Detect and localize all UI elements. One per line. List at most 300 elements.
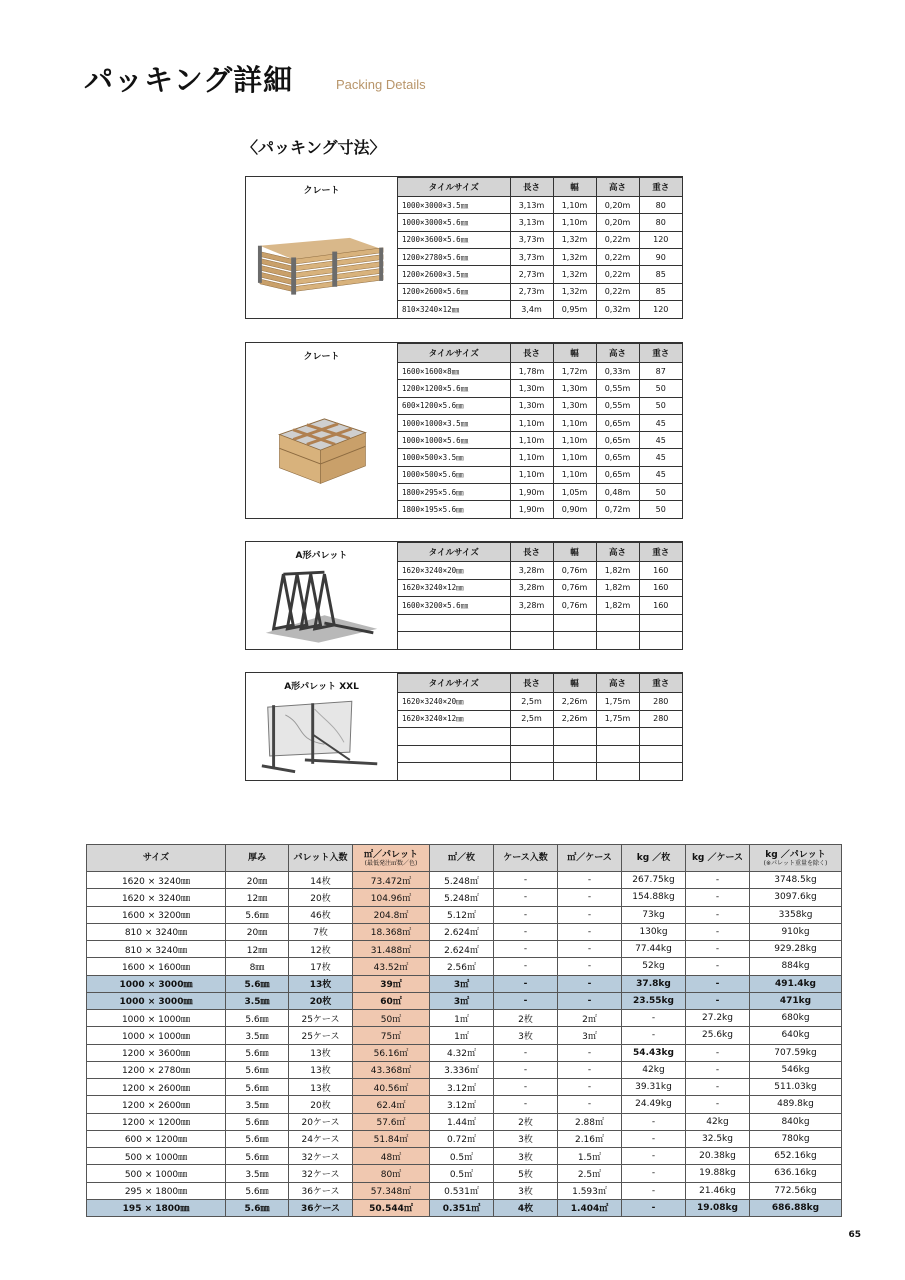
table-cell: -: [686, 923, 750, 940]
table-cell: 20枚: [289, 1096, 353, 1113]
table-cell: -: [558, 958, 622, 975]
table-cell: 1,05m: [553, 483, 596, 500]
table-cell: -: [622, 1199, 686, 1216]
table-cell: 1,10m: [553, 466, 596, 483]
table-cell: 5.12㎡: [430, 906, 494, 923]
table-cell: 1,32m: [553, 249, 596, 266]
table-cell: 0,48m: [596, 483, 639, 500]
table-cell: [639, 763, 682, 780]
table-row: [398, 231, 682, 248]
table-cell: [398, 763, 510, 780]
table-row: [398, 710, 682, 727]
table-cell: 57.348㎡: [353, 1182, 430, 1199]
table-cell: 20枚: [289, 889, 353, 906]
table-cell: [510, 745, 553, 762]
table-cell: 3枚: [494, 1148, 558, 1165]
table-cell: 1000×500×5.6㎜: [398, 466, 510, 483]
table-cell: 1.593㎡: [558, 1182, 622, 1199]
table-cell: 3枚: [494, 1182, 558, 1199]
packing-header-cell: 幅: [553, 178, 596, 197]
table-cell: 51.84㎡: [353, 1130, 430, 1147]
table-row: [87, 1061, 842, 1078]
table-cell: 810 × 3240㎜: [87, 923, 226, 940]
table-cell: 19.88kg: [686, 1165, 750, 1182]
table-cell: 90: [639, 249, 682, 266]
spec-table-header: [87, 845, 842, 872]
table-cell: 20.38kg: [686, 1148, 750, 1165]
packing-type-label: クレート: [303, 186, 340, 196]
table-cell: 1,10m: [553, 197, 596, 214]
table-cell: 36ケース: [289, 1199, 353, 1216]
table-cell: 0,65m: [596, 432, 639, 449]
table-cell: 5.6㎜: [226, 975, 289, 992]
table-cell: 13枚: [289, 1079, 353, 1096]
packing-table-2: [245, 342, 683, 519]
table-cell: 1000 × 1000㎜: [87, 1010, 226, 1027]
table-cell: 500 × 1000㎜: [87, 1165, 226, 1182]
table-cell: 0,32m: [596, 301, 639, 318]
spec-header-cell: [289, 845, 353, 872]
packing-header-cell: 長さ: [510, 543, 553, 562]
table-cell: 0,55m: [596, 380, 639, 397]
table-cell: -: [494, 872, 558, 889]
table-cell: [553, 632, 596, 649]
table-cell: 57.6㎡: [353, 1113, 430, 1130]
table-row: [398, 449, 682, 466]
table-cell: -: [558, 1079, 622, 1096]
table-cell: 500 × 1000㎜: [87, 1148, 226, 1165]
table-cell: 1200 × 1200㎜: [87, 1113, 226, 1130]
table-cell: -: [622, 1165, 686, 1182]
packing-header-cell: 高さ: [596, 178, 639, 197]
table-cell: 1800×295×5.6㎜: [398, 483, 510, 500]
table-cell: 0,76m: [553, 597, 596, 614]
table-cell: 1,82m: [596, 597, 639, 614]
table-row: [398, 614, 682, 631]
table-cell: 3,28m: [510, 579, 553, 596]
table-cell: 80: [639, 197, 682, 214]
table-cell: 1,82m: [596, 562, 639, 579]
table-cell: -: [494, 1079, 558, 1096]
table-row: [398, 693, 682, 710]
packing-header-cell: 高さ: [596, 543, 639, 562]
table-cell: 5枚: [494, 1165, 558, 1182]
packing-type-label: A形パレット: [295, 551, 348, 561]
table-cell: -: [622, 1130, 686, 1147]
table-cell: 1200×3600×5.6㎜: [398, 231, 510, 248]
table-cell: 1200 × 2600㎜: [87, 1096, 226, 1113]
table-cell: 2,5m: [510, 710, 553, 727]
table-cell: -: [558, 872, 622, 889]
table-row: [398, 579, 682, 596]
table-cell: 25.6kg: [686, 1027, 750, 1044]
table-cell: 130kg: [622, 923, 686, 940]
table-cell: -: [686, 872, 750, 889]
table-cell: [553, 745, 596, 762]
table-cell: 42kg: [622, 1061, 686, 1078]
table-cell: 5.6㎜: [226, 1199, 289, 1216]
table-cell: 120: [639, 231, 682, 248]
packing-header-cell: タイルサイズ: [398, 344, 510, 363]
table-cell: 267.75kg: [622, 872, 686, 889]
table-cell: 160: [639, 597, 682, 614]
packing-dimension-table: [398, 542, 682, 649]
table-cell: 5.6㎜: [226, 906, 289, 923]
table-cell: 1,30m: [553, 380, 596, 397]
table-cell: 680kg: [750, 1010, 842, 1027]
packing-header-cell: タイルサイズ: [398, 178, 510, 197]
spec-header-label: ㎡／ケース: [567, 853, 612, 863]
table-cell: 3,13m: [510, 197, 553, 214]
table-cell: 1,30m: [553, 397, 596, 414]
table-cell: 18.368㎡: [353, 923, 430, 940]
packing-type-label: A形パレット XXL: [284, 682, 359, 692]
table-row: [87, 1130, 842, 1147]
table-cell: 0,90m: [553, 501, 596, 518]
table-cell: [553, 728, 596, 745]
table-cell: 36ケース: [289, 1182, 353, 1199]
table-cell: 120: [639, 301, 682, 318]
table-row: [87, 1010, 842, 1027]
table-cell: 546kg: [750, 1061, 842, 1078]
table-row: [398, 728, 682, 745]
spec-header-label: kg ／ケース: [691, 853, 744, 863]
table-cell: 3㎡: [430, 992, 494, 1009]
table-cell: 840kg: [750, 1113, 842, 1130]
spec-header-cell: [226, 845, 289, 872]
table-cell: 5.6㎜: [226, 1148, 289, 1165]
table-cell: -: [494, 958, 558, 975]
packing-type-cell: [246, 343, 398, 518]
packing-header-cell: 高さ: [596, 344, 639, 363]
table-cell: 85: [639, 283, 682, 300]
packing-dimension-table: [398, 177, 682, 318]
table-cell: 489.8kg: [750, 1096, 842, 1113]
table-cell: 1,82m: [596, 579, 639, 596]
table-cell: 50: [639, 397, 682, 414]
table-cell: 3,73m: [510, 249, 553, 266]
table-cell: -: [686, 992, 750, 1009]
table-cell: -: [494, 1096, 558, 1113]
table-cell: 0,65m: [596, 466, 639, 483]
table-cell: 75㎡: [353, 1027, 430, 1044]
table-cell: 4.32㎡: [430, 1044, 494, 1061]
table-cell: 3358kg: [750, 906, 842, 923]
table-cell: 3枚: [494, 1130, 558, 1147]
table-cell: [596, 728, 639, 745]
table-cell: 2.5㎡: [558, 1165, 622, 1182]
table-cell: 1200 × 2600㎜: [87, 1079, 226, 1096]
table-cell: 884kg: [750, 958, 842, 975]
table-cell: [639, 632, 682, 649]
table-row: [87, 1182, 842, 1199]
table-cell: 1200 × 3600㎜: [87, 1044, 226, 1061]
table-cell: 5.6㎜: [226, 1010, 289, 1027]
table-cell: 1200×2600×5.6㎜: [398, 283, 510, 300]
table-cell: -: [558, 1096, 622, 1113]
table-row: [398, 632, 682, 649]
table-cell: 2.624㎡: [430, 941, 494, 958]
table-cell: 3㎡: [430, 975, 494, 992]
table-cell: -: [622, 1148, 686, 1165]
table-cell: 80㎡: [353, 1165, 430, 1182]
table-cell: 54.43kg: [622, 1044, 686, 1061]
table-cell: 8㎜: [226, 958, 289, 975]
table-cell: 5.248㎡: [430, 872, 494, 889]
table-cell: 0.531㎡: [430, 1182, 494, 1199]
table-cell: 1200×1200×5.6㎜: [398, 380, 510, 397]
spec-header-cell: [622, 845, 686, 872]
table-cell: 154.88kg: [622, 889, 686, 906]
table-row: [398, 483, 682, 500]
packing-table-1: [245, 176, 683, 319]
table-cell: 780kg: [750, 1130, 842, 1147]
table-cell: 50: [639, 483, 682, 500]
spec-header-label: パレット入数: [293, 853, 348, 863]
table-cell: 3.5㎜: [226, 1096, 289, 1113]
table-cell: 2.56㎡: [430, 958, 494, 975]
table-cell: 910kg: [750, 923, 842, 940]
spec-header-note: (最低発注㎡数／色): [364, 859, 418, 867]
table-cell: 1,10m: [553, 214, 596, 231]
table-row: [87, 1148, 842, 1165]
spec-header-label: ㎡／パレット: [364, 849, 418, 860]
packing-dimension-table: [398, 673, 682, 780]
table-cell: [510, 763, 553, 780]
page-subtitle: Packing Details: [336, 77, 426, 92]
table-cell: 640kg: [750, 1027, 842, 1044]
table-row: [398, 197, 682, 214]
table-cell: -: [558, 923, 622, 940]
table-cell: 1600 × 3200㎜: [87, 906, 226, 923]
table-cell: 1,10m: [553, 414, 596, 431]
table-cell: 0.5㎡: [430, 1148, 494, 1165]
table-cell: 3.5㎜: [226, 1165, 289, 1182]
table-cell: 12㎜: [226, 941, 289, 958]
packing-type-cell: [246, 177, 398, 318]
table-row: [398, 380, 682, 397]
table-cell: -: [558, 975, 622, 992]
table-cell: -: [494, 906, 558, 923]
table-cell: [639, 728, 682, 745]
table-cell: 2枚: [494, 1113, 558, 1130]
table-row: [398, 397, 682, 414]
packing-header-cell: タイルサイズ: [398, 674, 510, 693]
table-cell: 0.351㎡: [430, 1199, 494, 1216]
page-number: 65: [848, 1230, 861, 1240]
table-cell: 686.88kg: [750, 1199, 842, 1216]
packing-dimension-table: [398, 343, 682, 518]
table-cell: 1.404㎡: [558, 1199, 622, 1216]
table-cell: 73kg: [622, 906, 686, 923]
table-cell: 2,73m: [510, 283, 553, 300]
table-cell: 0,20m: [596, 214, 639, 231]
table-row: [87, 1165, 842, 1182]
table-row: [87, 958, 842, 975]
table-cell: 23.55kg: [622, 992, 686, 1009]
table-cell: 195 × 1800㎜: [87, 1199, 226, 1216]
table-cell: -: [494, 1061, 558, 1078]
table-cell: 5.6㎜: [226, 1044, 289, 1061]
table-cell: 280: [639, 710, 682, 727]
table-cell: 1200 × 2780㎜: [87, 1061, 226, 1078]
table-cell: 19.08kg: [686, 1199, 750, 1216]
table-cell: 1620×3240×20㎜: [398, 693, 510, 710]
table-row: [398, 745, 682, 762]
table-cell: [596, 745, 639, 762]
packing-table-4: [245, 672, 683, 781]
table-cell: 17枚: [289, 958, 353, 975]
table-cell: [553, 614, 596, 631]
table-cell: -: [494, 923, 558, 940]
table-row: [87, 992, 842, 1009]
table-cell: 5.248㎡: [430, 889, 494, 906]
table-cell: 1,30m: [510, 397, 553, 414]
spec-header-cell: [353, 845, 430, 872]
table-row: [398, 301, 682, 318]
table-cell: 1,32m: [553, 231, 596, 248]
table-cell: 50: [639, 380, 682, 397]
table-cell: 2,26m: [553, 710, 596, 727]
table-cell: 45: [639, 449, 682, 466]
table-cell: 24ケース: [289, 1130, 353, 1147]
table-cell: 2.624㎡: [430, 923, 494, 940]
table-cell: -: [686, 1061, 750, 1078]
table-cell: 3.5㎜: [226, 992, 289, 1009]
table-cell: 1,32m: [553, 266, 596, 283]
table-cell: 810 × 3240㎜: [87, 941, 226, 958]
table-cell: 3㎡: [558, 1027, 622, 1044]
table-row: [87, 1199, 842, 1216]
table-cell: 37.8kg: [622, 975, 686, 992]
table-cell: 0,76m: [553, 579, 596, 596]
table-cell: 87: [639, 363, 682, 380]
table-cell: [553, 763, 596, 780]
table-cell: 1,10m: [553, 449, 596, 466]
table-row: [398, 283, 682, 300]
table-row: [398, 249, 682, 266]
page-title: パッキング詳細: [84, 63, 294, 97]
packing-header-cell: 幅: [553, 674, 596, 693]
table-cell: 39.31kg: [622, 1079, 686, 1096]
table-cell: 160: [639, 579, 682, 596]
packing-type-label: クレート: [303, 352, 340, 362]
packing-header-cell: 長さ: [510, 178, 553, 197]
table-cell: 0,72m: [596, 501, 639, 518]
table-cell: 3.336㎡: [430, 1061, 494, 1078]
table-cell: 48㎡: [353, 1148, 430, 1165]
table-cell: 50㎡: [353, 1010, 430, 1027]
table-cell: 1,10m: [510, 414, 553, 431]
table-cell: 1000×1000×3.5㎜: [398, 414, 510, 431]
table-cell: 600 × 1200㎜: [87, 1130, 226, 1147]
table-cell: 24.49kg: [622, 1096, 686, 1113]
table-cell: 12㎜: [226, 889, 289, 906]
crate-box-image: [256, 365, 387, 512]
table-cell: 1200×2600×3.5㎜: [398, 266, 510, 283]
table-cell: [398, 632, 510, 649]
table-cell: 73.472㎡: [353, 872, 430, 889]
table-cell: 32ケース: [289, 1165, 353, 1182]
table-row: [87, 889, 842, 906]
table-cell: 0,65m: [596, 414, 639, 431]
table-cell: -: [622, 1113, 686, 1130]
table-row: [398, 432, 682, 449]
table-row: [398, 363, 682, 380]
table-cell: 62.4㎡: [353, 1096, 430, 1113]
table-cell: [596, 763, 639, 780]
table-cell: -: [494, 889, 558, 906]
table-cell: 0,65m: [596, 449, 639, 466]
table-cell: 1㎡: [430, 1010, 494, 1027]
table-cell: 2.16㎡: [558, 1130, 622, 1147]
spec-header-label: サイズ: [142, 853, 170, 863]
table-cell: -: [686, 975, 750, 992]
table-cell: 0,55m: [596, 397, 639, 414]
table-cell: -: [622, 1182, 686, 1199]
table-cell: 1600×3200×5.6㎜: [398, 597, 510, 614]
table-cell: 3097.6kg: [750, 889, 842, 906]
packing-header-cell: 幅: [553, 543, 596, 562]
table-cell: 1620×3240×12㎜: [398, 710, 510, 727]
table-row: [87, 1044, 842, 1061]
table-cell: 27.2kg: [686, 1010, 750, 1027]
table-cell: 1,10m: [510, 466, 553, 483]
section-title: 〈パッキング寸法〉: [242, 138, 386, 157]
table-row: [87, 1096, 842, 1113]
table-cell: 0,22m: [596, 249, 639, 266]
table-cell: 2枚: [494, 1010, 558, 1027]
packing-header-cell: 長さ: [510, 674, 553, 693]
packing-header-cell: 幅: [553, 344, 596, 363]
table-cell: 20枚: [289, 992, 353, 1009]
table-cell: -: [494, 975, 558, 992]
table-cell: 1,10m: [510, 449, 553, 466]
table-cell: 50.544㎡: [353, 1199, 430, 1216]
table-cell: [398, 728, 510, 745]
table-cell: 13枚: [289, 975, 353, 992]
table-cell: 39㎡: [353, 975, 430, 992]
table-cell: 1000 × 1000㎜: [87, 1027, 226, 1044]
table-cell: 0,22m: [596, 231, 639, 248]
table-cell: 772.56kg: [750, 1182, 842, 1199]
table-cell: 7枚: [289, 923, 353, 940]
table-cell: [596, 614, 639, 631]
table-cell: -: [558, 941, 622, 958]
table-cell: 50: [639, 501, 682, 518]
table-cell: 20㎜: [226, 872, 289, 889]
table-cell: 5.6㎜: [226, 1130, 289, 1147]
table-cell: -: [494, 992, 558, 1009]
table-cell: -: [558, 889, 622, 906]
table-cell: [398, 745, 510, 762]
table-cell: 0.72㎡: [430, 1130, 494, 1147]
table-cell: -: [686, 1096, 750, 1113]
table-cell: 20ケース: [289, 1113, 353, 1130]
spec-header-label: 厚み: [247, 853, 266, 863]
table-cell: 204.8㎡: [353, 906, 430, 923]
packing-header-cell: 高さ: [596, 674, 639, 693]
a-frame-xxl-image: [256, 695, 387, 774]
table-cell: -: [494, 941, 558, 958]
table-row: [398, 763, 682, 780]
table-cell: 25ケース: [289, 1010, 353, 1027]
table-row: [87, 1027, 842, 1044]
table-cell: 1,72m: [553, 363, 596, 380]
table-cell: 13枚: [289, 1061, 353, 1078]
table-cell: -: [686, 906, 750, 923]
table-cell: -: [686, 1044, 750, 1061]
